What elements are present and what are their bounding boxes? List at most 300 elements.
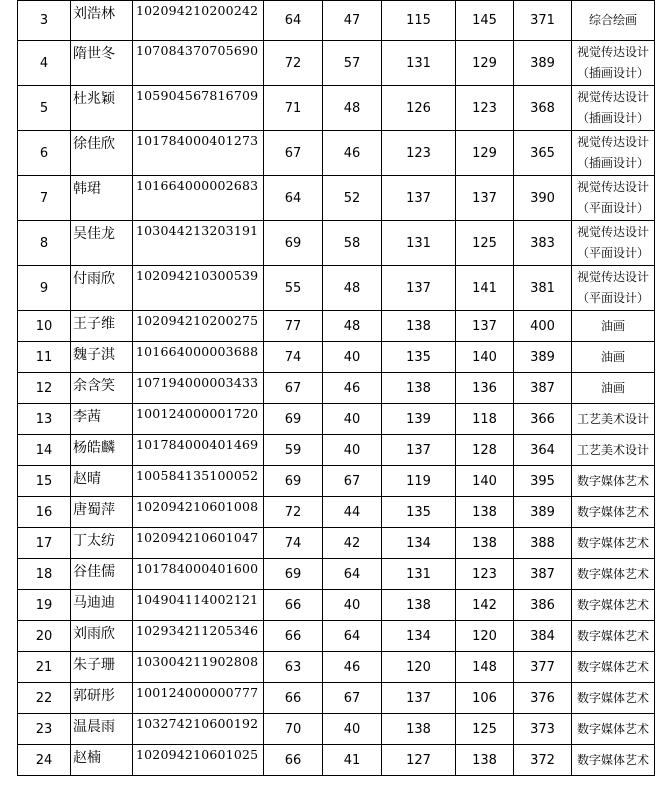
student-name: 朱子珊 (73, 657, 115, 673)
score-subject-1-cell (382, 745, 456, 776)
score-total: 381 (530, 280, 555, 296)
row-number: 9 (39, 280, 49, 296)
score-subject-2: 123 (472, 566, 497, 582)
major-cell (572, 41, 655, 86)
major-label: 数字媒体艺术 (576, 566, 649, 581)
major-cell (572, 559, 655, 590)
row-number-cell (18, 466, 71, 497)
score-politics: 64 (284, 13, 302, 28)
score-subject-2: 140 (472, 349, 497, 365)
score-subject-2: 120 (472, 628, 497, 644)
score-politics-cell (264, 86, 323, 131)
score-subject-1-cell (382, 342, 456, 373)
score-subject-1-cell (382, 266, 456, 311)
score-subject-2: 118 (472, 411, 497, 427)
table-row (18, 41, 655, 86)
student-name: 温晨雨 (73, 719, 115, 735)
major-cell (572, 86, 655, 131)
exam-id-cell (133, 266, 264, 311)
student-name-cell (71, 311, 133, 342)
student-name: 丁太纺 (73, 533, 115, 549)
score-total: 373 (530, 721, 555, 737)
table-row (18, 683, 655, 714)
score-politics: 72 (284, 55, 302, 71)
score-politics-cell (264, 621, 323, 652)
row-number-cell (18, 266, 71, 311)
score-total: 368 (530, 100, 555, 116)
score-subject-1-cell (382, 714, 456, 745)
student-name-cell (71, 714, 133, 745)
table-row (18, 714, 655, 745)
major-label: 视觉传达设计 (576, 90, 649, 104)
score-subject-2-cell (456, 621, 514, 652)
score-subject-1-cell (382, 221, 456, 266)
major-label: 工艺美术设计 (576, 411, 649, 426)
row-number-cell (18, 745, 71, 776)
score-total-cell (514, 41, 572, 86)
exam-id: 101784000401600 (136, 561, 259, 576)
score-total-cell (514, 311, 572, 342)
exam-id-cell (133, 466, 264, 497)
exam-id-cell (133, 745, 264, 776)
score-subject-1-cell (382, 311, 456, 342)
score-subject-1: 126 (406, 100, 431, 116)
score-subject-1-cell (382, 435, 456, 466)
score-english: 64 (343, 628, 361, 644)
score-english: 57 (343, 55, 361, 71)
score-english-cell (323, 714, 382, 745)
score-politics-cell (264, 373, 323, 404)
exam-id-cell (133, 590, 264, 621)
student-name: 徐佳欣 (73, 136, 115, 152)
student-name-cell (71, 466, 133, 497)
score-english-cell (323, 466, 382, 497)
score-english-cell (323, 497, 382, 528)
score-english: 48 (343, 318, 361, 334)
score-total: 383 (530, 235, 555, 251)
exam-id: 102934211205346 (136, 623, 259, 638)
score-total-cell (514, 559, 572, 590)
exam-id: 103004211902808 (136, 654, 259, 669)
score-politics: 70 (284, 721, 302, 737)
score-politics-cell (264, 652, 323, 683)
row-number: 18 (35, 566, 53, 582)
score-subject-2: 137 (472, 318, 497, 334)
exam-id: 101664000003688 (136, 344, 259, 359)
score-politics-cell (264, 221, 323, 266)
score-subject-1: 135 (406, 504, 431, 520)
score-subject-1-cell (382, 559, 456, 590)
score-politics: 66 (284, 690, 302, 706)
table-row (18, 1, 655, 41)
score-politics-cell (264, 590, 323, 621)
student-name: 魏子淇 (73, 347, 115, 363)
major-label: 数字媒体艺术 (576, 535, 649, 550)
exam-id: 103044213203191 (136, 223, 259, 238)
table-row (18, 559, 655, 590)
score-subject-1-cell (382, 590, 456, 621)
score-total: 388 (530, 535, 555, 551)
score-subject-1-cell (382, 131, 456, 176)
major-cell (572, 652, 655, 683)
row-number-cell (18, 590, 71, 621)
score-subject-1: 139 (406, 411, 431, 427)
score-total-cell (514, 466, 572, 497)
exam-id-cell (133, 652, 264, 683)
score-subject-1: 137 (406, 442, 431, 458)
score-subject-1-cell (382, 404, 456, 435)
score-politics: 63 (284, 659, 302, 675)
student-name: 谷佳儒 (73, 564, 115, 580)
student-name-cell (71, 559, 133, 590)
score-total: 389 (530, 55, 555, 71)
student-name-cell (71, 621, 133, 652)
score-total-cell (514, 652, 572, 683)
row-number: 8 (39, 235, 49, 251)
table-row (18, 404, 655, 435)
score-total-cell (514, 497, 572, 528)
score-subject-2: 141 (472, 280, 497, 296)
exam-id: 102094210601025 (136, 747, 259, 762)
student-name-cell (71, 1, 133, 41)
major-cell (572, 683, 655, 714)
major-label: 视觉传达设计 (576, 225, 649, 239)
score-subject-1-cell (382, 621, 456, 652)
score-total: 364 (530, 442, 555, 458)
row-number-cell (18, 221, 71, 266)
major-label: 数字媒体艺术 (576, 721, 649, 736)
exam-id: 104904114002121 (136, 592, 259, 607)
table-row (18, 435, 655, 466)
score-politics: 69 (284, 566, 302, 582)
major-cell (572, 266, 655, 311)
score-subject-1: 135 (406, 349, 431, 365)
score-politics-cell (264, 466, 323, 497)
score-total-cell (514, 745, 572, 776)
exam-id-cell (133, 497, 264, 528)
score-english-cell (323, 683, 382, 714)
score-subject-2: 138 (472, 535, 497, 551)
major-cell (572, 590, 655, 621)
student-name: 隋世冬 (73, 46, 115, 62)
score-english-cell (323, 41, 382, 86)
score-politics-cell (264, 404, 323, 435)
student-name-cell (71, 221, 133, 266)
exam-id-cell (133, 404, 264, 435)
score-subject-1: 137 (406, 190, 431, 206)
table-row (18, 131, 655, 176)
major-label: 数字媒体艺术 (576, 752, 649, 767)
score-subject-1: 134 (406, 628, 431, 644)
student-name: 吴佳龙 (73, 226, 115, 242)
row-number: 10 (35, 318, 53, 334)
score-politics-cell (264, 745, 323, 776)
student-name: 马迪迪 (73, 595, 115, 611)
score-subject-1: 123 (406, 145, 431, 161)
exam-id: 101784000401469 (136, 437, 259, 452)
row-number-cell (18, 683, 71, 714)
major-label: （插画设计） (576, 111, 649, 125)
score-english: 44 (343, 504, 361, 520)
score-politics: 69 (284, 473, 302, 489)
score-total-cell (514, 621, 572, 652)
score-subject-2-cell (456, 714, 514, 745)
score-english: 40 (343, 442, 361, 458)
score-subject-1-cell (382, 528, 456, 559)
student-name: 刘雨欣 (73, 626, 115, 642)
exam-id: 100584135100052 (136, 468, 259, 483)
score-politics-cell (264, 1, 323, 41)
score-total-cell (514, 404, 572, 435)
table-row (18, 466, 655, 497)
table-row (18, 745, 655, 776)
exam-id-cell (133, 1, 264, 41)
row-number-cell (18, 342, 71, 373)
row-number-cell (18, 41, 71, 86)
exam-id-cell (133, 221, 264, 266)
score-politics-cell (264, 131, 323, 176)
exam-id: 103274210600192 (136, 716, 259, 731)
exam-id-cell (133, 342, 264, 373)
student-name: 王子维 (73, 316, 115, 332)
score-subject-2: 125 (472, 235, 497, 251)
exam-id-cell (133, 528, 264, 559)
score-total-cell (514, 373, 572, 404)
row-number: 23 (35, 721, 53, 737)
table-row (18, 311, 655, 342)
student-name: 赵楠 (73, 750, 101, 766)
score-subject-1-cell (382, 1, 456, 41)
student-name: 杜兆颖 (73, 91, 115, 107)
score-subject-2: 138 (472, 504, 497, 520)
exam-id: 105904567816709 (136, 88, 259, 103)
score-english: 46 (343, 145, 361, 161)
student-name-cell (71, 131, 133, 176)
student-name-cell (71, 528, 133, 559)
major-cell (572, 404, 655, 435)
major-label: 视觉传达设计 (576, 180, 649, 194)
major-cell (572, 621, 655, 652)
score-subject-2-cell (456, 683, 514, 714)
score-subject-2-cell (456, 528, 514, 559)
score-english-cell (323, 266, 382, 311)
major-cell (572, 497, 655, 528)
student-name: 付雨欣 (73, 271, 115, 287)
score-total: 387 (530, 380, 555, 396)
major-cell (572, 528, 655, 559)
table-row (18, 342, 655, 373)
major-label: 油画 (600, 349, 625, 364)
table-row (18, 86, 655, 131)
score-subject-1-cell (382, 86, 456, 131)
score-english-cell (323, 131, 382, 176)
major-cell (572, 176, 655, 221)
major-label: （插画设计） (576, 156, 649, 170)
row-number: 14 (35, 442, 53, 458)
major-label: 数字媒体艺术 (576, 628, 649, 643)
major-label: 工艺美术设计 (576, 442, 649, 457)
score-subject-2: 128 (472, 442, 497, 458)
row-number-cell (18, 714, 71, 745)
student-name-cell (71, 176, 133, 221)
score-subject-2: 129 (472, 55, 497, 71)
table-row (18, 497, 655, 528)
score-total: 389 (530, 349, 555, 365)
exam-id-cell (133, 131, 264, 176)
score-subject-2-cell (456, 404, 514, 435)
score-total: 386 (530, 597, 555, 613)
score-total-cell (514, 435, 572, 466)
score-politics: 72 (284, 504, 302, 520)
student-name-cell (71, 266, 133, 311)
score-subject-2-cell (456, 435, 514, 466)
student-name-cell (71, 652, 133, 683)
student-name: 刘浩林 (73, 6, 115, 22)
row-number: 12 (35, 380, 53, 396)
table-row (18, 621, 655, 652)
row-number: 3 (39, 13, 49, 28)
major-cell (572, 373, 655, 404)
score-subject-2: 106 (472, 690, 497, 706)
score-politics: 69 (284, 411, 302, 427)
row-number-cell (18, 435, 71, 466)
major-cell (572, 342, 655, 373)
table-row (18, 652, 655, 683)
score-english: 46 (343, 380, 361, 396)
major-label: 视觉传达设计 (576, 45, 649, 59)
score-total-cell (514, 683, 572, 714)
score-total-cell (514, 590, 572, 621)
student-name-cell (71, 745, 133, 776)
score-subject-2-cell (456, 497, 514, 528)
row-number: 24 (35, 752, 53, 768)
major-label: 数字媒体艺术 (576, 473, 649, 488)
score-total-cell (514, 221, 572, 266)
score-subject-2-cell (456, 590, 514, 621)
row-number: 21 (35, 659, 53, 675)
score-subject-2: 148 (472, 659, 497, 675)
row-number: 20 (35, 628, 53, 644)
score-table-body (18, 1, 655, 776)
major-label: 油画 (600, 318, 625, 333)
row-number-cell (18, 559, 71, 590)
score-subject-1: 138 (406, 597, 431, 613)
exam-id: 107084370705690 (136, 43, 259, 58)
score-politics: 66 (284, 628, 302, 644)
score-total-cell (514, 266, 572, 311)
score-politics-cell (264, 176, 323, 221)
student-name: 郭研彤 (73, 688, 115, 704)
score-subject-1-cell (382, 652, 456, 683)
exam-id: 102094210200242 (136, 3, 259, 18)
score-total: 376 (530, 690, 555, 706)
student-name: 韩珺 (73, 181, 101, 197)
row-number-cell (18, 1, 71, 41)
score-english-cell (323, 435, 382, 466)
major-label: （插画设计） (576, 66, 649, 80)
major-cell (572, 311, 655, 342)
score-subject-2: 125 (472, 721, 497, 737)
student-name: 李茜 (73, 409, 101, 425)
score-english-cell (323, 404, 382, 435)
exam-id-cell (133, 559, 264, 590)
score-politics-cell (264, 311, 323, 342)
score-subject-1: 115 (406, 13, 431, 28)
student-name-cell (71, 497, 133, 528)
exam-id-cell (133, 435, 264, 466)
major-label: 油画 (600, 380, 625, 395)
score-english-cell (323, 176, 382, 221)
score-subject-2-cell (456, 1, 514, 41)
score-total: 390 (530, 190, 555, 206)
exam-id: 102094210300539 (136, 268, 259, 283)
score-subject-1-cell (382, 683, 456, 714)
score-total: 366 (530, 411, 555, 427)
score-total: 365 (530, 145, 555, 161)
score-english-cell (323, 86, 382, 131)
student-name-cell (71, 435, 133, 466)
score-politics: 67 (284, 380, 302, 396)
score-english: 47 (343, 13, 361, 28)
row-number-cell (18, 86, 71, 131)
score-subject-1-cell (382, 176, 456, 221)
score-subject-2-cell (456, 266, 514, 311)
score-politics-cell (264, 41, 323, 86)
score-total: 384 (530, 628, 555, 644)
student-name-cell (71, 373, 133, 404)
score-subject-2-cell (456, 131, 514, 176)
student-name: 杨皓麟 (73, 440, 115, 456)
score-subject-1: 137 (406, 690, 431, 706)
exam-id: 102094210601008 (136, 499, 259, 514)
table-row (18, 528, 655, 559)
major-cell (572, 435, 655, 466)
score-subject-2: 137 (472, 190, 497, 206)
row-number-cell (18, 373, 71, 404)
row-number-cell (18, 528, 71, 559)
major-label: 数字媒体艺术 (576, 690, 649, 705)
score-english: 64 (343, 566, 361, 582)
student-name-cell (71, 683, 133, 714)
score-subject-2: 136 (472, 380, 497, 396)
major-label: 综合绘画 (588, 13, 637, 27)
major-cell (572, 714, 655, 745)
major-label: （平面设计） (576, 291, 649, 305)
score-total-cell (514, 528, 572, 559)
score-subject-2: 142 (472, 597, 497, 613)
score-total: 400 (530, 318, 555, 334)
score-subject-2-cell (456, 652, 514, 683)
table-row (18, 590, 655, 621)
score-subject-2: 138 (472, 752, 497, 768)
score-subject-1: 134 (406, 535, 431, 551)
major-label: 数字媒体艺术 (576, 597, 649, 612)
exam-id-cell (133, 176, 264, 221)
score-politics-cell (264, 342, 323, 373)
row-number: 5 (39, 100, 49, 116)
score-total-cell (514, 131, 572, 176)
exam-id-cell (133, 41, 264, 86)
score-politics: 74 (284, 349, 302, 365)
student-name: 唐蜀萍 (73, 502, 115, 518)
score-subject-1: 138 (406, 318, 431, 334)
exam-id-cell (133, 311, 264, 342)
score-english-cell (323, 373, 382, 404)
exam-id: 102094210200275 (136, 313, 259, 328)
exam-id: 101784000401273 (136, 133, 259, 148)
score-subject-2-cell (456, 342, 514, 373)
score-english: 52 (343, 190, 361, 206)
